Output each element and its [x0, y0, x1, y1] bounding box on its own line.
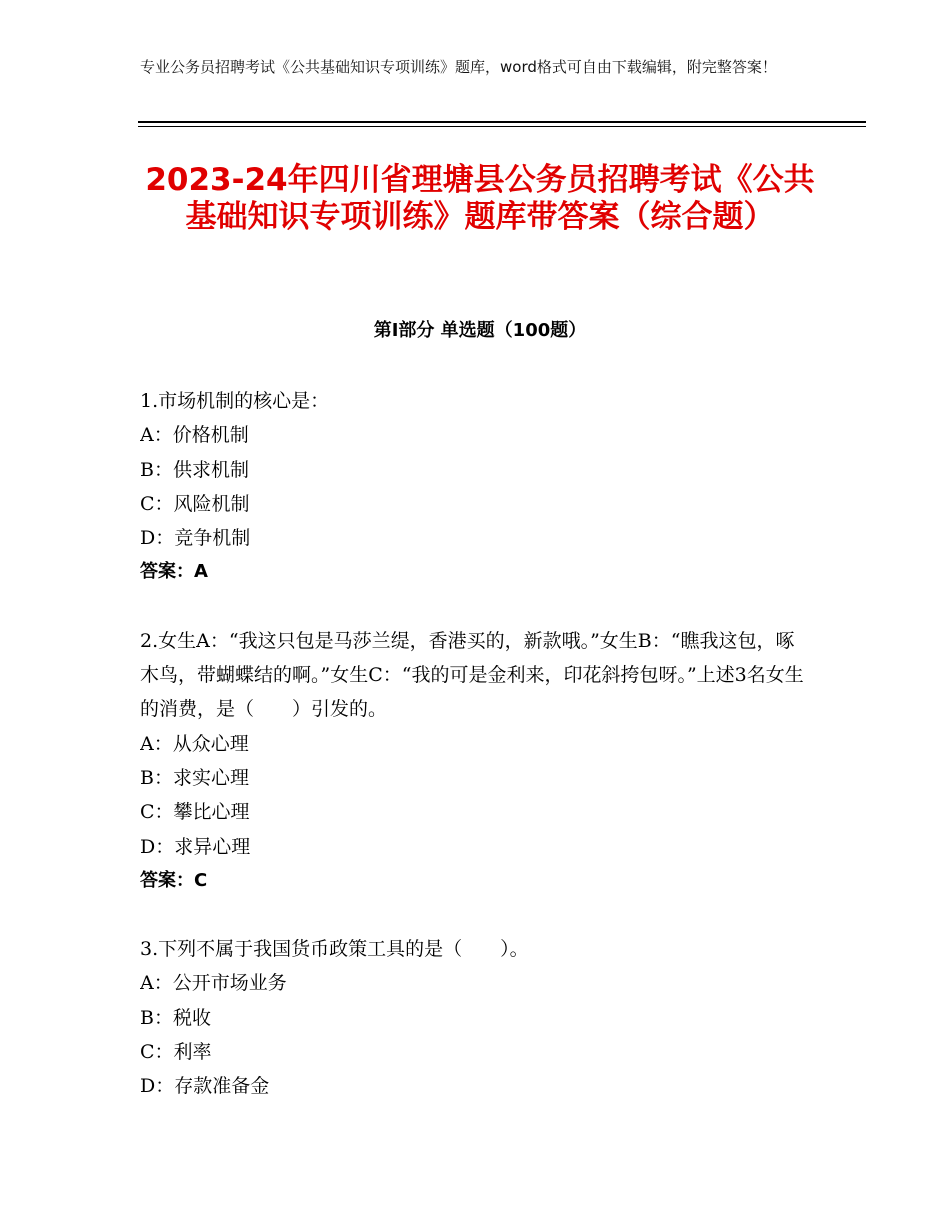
option-a: A：公开市场业务: [140, 972, 287, 995]
header-rule-thin: [138, 126, 866, 127]
question-stem: 1.市场机制的核心是：: [140, 390, 330, 412]
section-title: 第Ⅰ部分 单选题（100题）: [373, 320, 587, 341]
answer: 答案：A: [140, 561, 208, 583]
question-stem: 3.下列不属于我国货币政策工具的是（ ）。: [140, 938, 529, 961]
option-a: A：从众心理: [140, 732, 249, 755]
option-d: D：求异心理: [140, 835, 251, 858]
question-1: [140, 384, 810, 590]
answer: 答案：C: [140, 869, 208, 891]
question-stem: 2.女生A：“我这只包是马莎兰缇，香港买的，新款哦。”女生B：“瞧我这包，啄木鸟，带蝴蝶结的啊。”女生C：“我的可是金利来，印花斜挎包呀。”上述3名女生的消费，是（ ）引发的。: [140, 629, 804, 721]
option-c: C：风险机制: [140, 492, 250, 515]
question-3: [140, 932, 810, 1103]
option-c: C：利率: [140, 1041, 212, 1064]
header-note: 专业公务员招聘考试《公共基础知识专项训练》题库，word格式可自由下载编辑，附完整答案！: [140, 58, 777, 76]
page-title: 2023-24年四川省理塘县公务员招聘考试《公共基础知识专项训练》题库带答案（综合题）: [145, 162, 815, 235]
option-b: B：税收: [140, 1006, 211, 1029]
question-2: [140, 624, 810, 898]
option-b: B：供求机制: [140, 458, 249, 481]
header-rule-thick: [138, 121, 866, 123]
option-d: D：存款准备金: [140, 1075, 270, 1098]
option-b: B：求实心理: [140, 766, 249, 789]
option-d: D：竞争机制: [140, 527, 251, 550]
option-a: A：价格机制: [140, 424, 249, 447]
question-list: [140, 384, 810, 1138]
option-c: C：攀比心理: [140, 801, 250, 824]
